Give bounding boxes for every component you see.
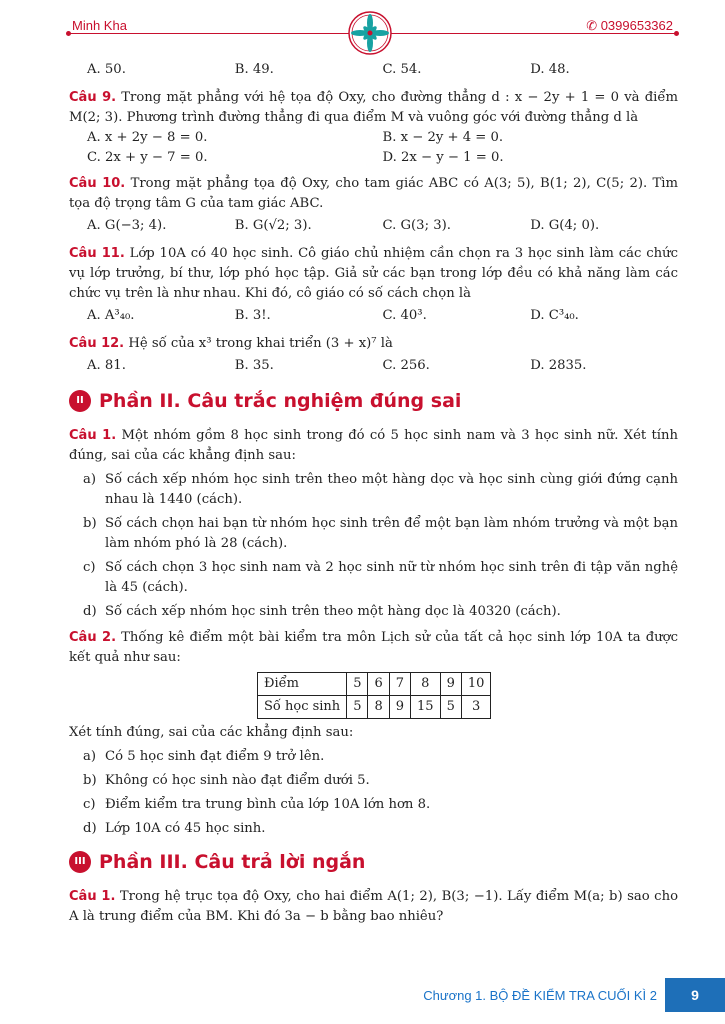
table-cell: 15 — [411, 696, 441, 719]
table-row — [258, 696, 491, 719]
q11-options — [87, 304, 678, 328]
part3-question-1 — [69, 887, 678, 927]
q11-option-c[interactable]: C. 40³. — [382, 308, 427, 323]
q8-option-b[interactable]: B. 49. — [234, 62, 274, 77]
part2-q1-statements — [83, 470, 678, 622]
page-number: 9 — [665, 978, 725, 1012]
statement-text: Điểm kiểm tra trung bình của lớp 10A lớn hơn 8. — [105, 797, 431, 812]
table-cell: 9 — [389, 696, 410, 719]
page-content — [69, 58, 678, 927]
statement-c[interactable] — [83, 558, 678, 598]
statement-label: c) — [83, 797, 96, 812]
table-cell: 8 — [411, 673, 441, 696]
header-phone: ✆ 0399653362 — [586, 18, 673, 33]
table-cell: 5 — [347, 696, 368, 719]
question-text: Trong mặt phẳng tọa độ Oxy, cho tam giác ABC có A(3; 5), B(1; 2), C(5; 2). Tìm tọa độ trọng tâm G của tam giác ABC. — [69, 176, 678, 211]
statement-label: d) — [83, 604, 97, 619]
question-10 — [69, 174, 678, 214]
statement-a[interactable] — [83, 470, 678, 510]
statement-label: a) — [83, 749, 97, 764]
statement-text: Số cách chọn 3 học sinh nam và 2 học sinh nữ từ nhóm học sinh trên đi tập văn nghệ là 45 (cách). — [105, 560, 678, 595]
statement-d[interactable] — [83, 819, 678, 839]
q10-options — [87, 214, 678, 238]
statement-text: Số cách chọn hai bạn từ nhóm học sinh trên để một bạn làm nhóm trưởng và một bạn làm nhóm phó là 28 (cách). — [105, 516, 678, 551]
statement-label: d) — [83, 821, 97, 836]
q9-options — [87, 128, 678, 168]
statement-b[interactable] — [83, 771, 678, 791]
q12-option-a[interactable]: A. 81. — [87, 358, 126, 373]
header-author: Minh Kha — [72, 18, 127, 33]
table-cell: Điểm — [258, 673, 347, 696]
score-table — [257, 672, 491, 719]
q9-option-d[interactable]: D. 2x − y − 1 = 0. — [382, 150, 504, 165]
question-text: Trong hệ trục tọa độ Oxy, cho hai điểm A(1; 2), B(3; −1). Lấy điểm M(a; b) sao cho A là trung điểm của BM. Khi đó 3a − b bằng bao nhiêu? — [69, 889, 679, 924]
statement-label: b) — [83, 516, 97, 531]
q9-option-a[interactable]: A. x + 2y − 8 = 0. — [87, 130, 208, 145]
q12-option-b[interactable]: B. 35. — [234, 358, 274, 373]
part2-question-2 — [69, 628, 678, 668]
table-cell: 5 — [440, 696, 461, 719]
q11-option-b[interactable]: B. 3!. — [234, 308, 271, 323]
statement-text: Có 5 học sinh đạt điểm 9 trở lên. — [105, 749, 325, 764]
part-3-heading — [69, 851, 678, 873]
table-cell: Số học sinh — [258, 696, 347, 719]
q10-option-a[interactable]: A. G(−3; 4). — [87, 218, 167, 233]
table-cell: 7 — [389, 673, 410, 696]
q9-option-c[interactable]: C. 2x + y − 7 = 0. — [87, 150, 208, 165]
q11-option-d[interactable]: D. C³₄₀. — [530, 308, 579, 323]
statement-label: c) — [83, 560, 96, 575]
q12-option-c[interactable]: C. 256. — [382, 358, 430, 373]
q10-option-b[interactable]: B. G(√2; 3). — [234, 218, 312, 233]
part-badge: III — [69, 851, 91, 873]
statement-b[interactable] — [83, 514, 678, 554]
q9-option-b[interactable]: B. x − 2y + 4 = 0. — [382, 130, 504, 145]
question-text: Thống kê điểm một bài kiểm tra môn Lịch sử của tất cả học sinh lớp 10A ta được kết quả như sau: — [69, 630, 679, 665]
question-11 — [69, 244, 678, 304]
part-title: Phần III. Câu trả lời ngắn — [99, 851, 366, 873]
statement-label: b) — [83, 773, 97, 788]
question-text: Một nhóm gồm 8 học sinh trong đó có 5 học sinh nam và 3 học sinh nữ. Xét tính đúng, sai của các khẳng định sau: — [69, 428, 678, 463]
statement-label: a) — [83, 472, 97, 487]
part-title: Phần II. Câu trắc nghiệm đúng sai — [99, 390, 462, 412]
statement-text: Số cách xếp nhóm học sinh trên theo một hàng dọc là 40320 (cách). — [105, 604, 561, 619]
question-label: Câu 10. — [69, 176, 126, 191]
q8-option-a[interactable]: A. 50. — [87, 62, 126, 77]
q11-option-a[interactable]: A. A³₄₀. — [87, 308, 135, 323]
question-12 — [69, 334, 678, 354]
question-label: Câu 12. — [69, 336, 125, 351]
part2-question-1 — [69, 426, 678, 466]
question-text: Hệ số của x³ trong khai triển (3 + x)⁷ là — [128, 336, 393, 351]
q10-option-d[interactable]: D. G(4; 0). — [530, 218, 600, 233]
q8-options — [87, 58, 678, 82]
table-cell: 10 — [461, 673, 491, 696]
part-badge: II — [69, 390, 91, 412]
question-text: Lớp 10A có 40 học sinh. Cô giáo chủ nhiệm cần chọn ra 3 học sinh làm các chức vụ lớp trưởng, bí thư, lớp phó học tập. Giả sử các bạn trong lớp đều có khả năng làm các chức vụ trên là như nhau. Khi đó, cô giáo có số cách chọn là — [69, 246, 678, 301]
part2-q2-statements — [83, 747, 678, 839]
table-cell: 5 — [347, 673, 368, 696]
q8-option-d[interactable]: D. 48. — [530, 62, 570, 77]
question-label: Câu 1. — [69, 428, 117, 443]
question-label: Câu 11. — [69, 246, 125, 261]
table-cell: 8 — [368, 696, 389, 719]
statement-text: Số cách xếp nhóm học sinh trên theo một hàng dọc và học sinh cùng giới đứng cạnh nhau là 1440 (cách). — [105, 472, 678, 507]
table-cell: 9 — [440, 673, 461, 696]
footer-chapter: Chương 1. BỘ ĐỀ KIỂM TRA CUỐI KÌ 2 — [423, 988, 657, 1003]
table-row — [258, 673, 491, 696]
statement-c[interactable] — [83, 795, 678, 815]
question-9 — [69, 88, 678, 128]
q12-options — [87, 354, 678, 378]
q10-option-c[interactable]: C. G(3; 3). — [382, 218, 451, 233]
flower-logo-icon — [347, 10, 393, 56]
question-label: Câu 1. — [69, 889, 116, 904]
question-label: Câu 2. — [69, 630, 117, 645]
table-cell: 3 — [461, 696, 491, 719]
statement-text: Không có học sinh nào đạt điểm dưới 5. — [105, 773, 370, 788]
question-instruction: Xét tính đúng, sai của các khẳng định sau: — [69, 725, 354, 740]
table-cell: 6 — [368, 673, 389, 696]
statement-a[interactable] — [83, 747, 678, 767]
q12-option-d[interactable]: D. 2835. — [530, 358, 587, 373]
statement-text: Lớp 10A có 45 học sinh. — [105, 821, 266, 836]
question-label: Câu 9. — [69, 90, 117, 105]
statement-d[interactable] — [83, 602, 678, 622]
q8-option-c[interactable]: C. 54. — [382, 62, 422, 77]
part-2-heading — [69, 390, 678, 412]
question-text: Trong mặt phẳng với hệ tọa độ Oxy, cho đường thẳng d : x − 2y + 1 = 0 và điểm M(2; 3). Phương trình đường thẳng đi qua điểm M và vuông góc với đường thẳng d là — [69, 90, 678, 125]
